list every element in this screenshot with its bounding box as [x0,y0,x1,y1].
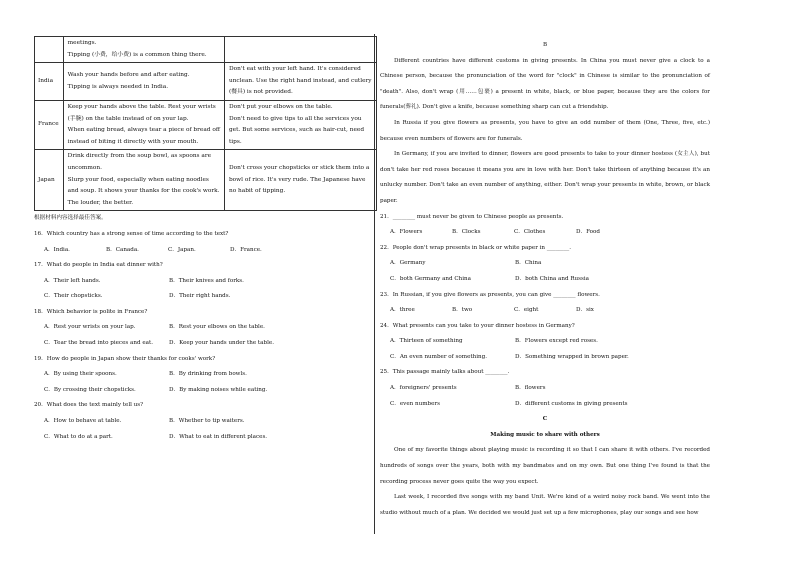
option: C．Clothes [514,229,546,236]
etiquette-table [34,36,377,211]
passage-paragraph: In Russia if you give flowers as presents, you have to give an odd number of them (One, Three, five, etc.) because even numbers of flowers are for funerals. [380,119,710,142]
option: B．By drinking from bowls. [169,371,247,378]
donts-line: Don't eat with your left hand. It's considered [228,66,361,73]
option-row [380,225,710,241]
table-row [35,37,377,63]
right-column [380,38,710,521]
option: B．Flowers except red roses. [515,338,598,345]
option-row [34,430,370,446]
passage-c [380,443,710,521]
option: D．different customs in giving presents [515,400,628,407]
option: A．Thirteen of something [390,338,463,345]
country-cell: Japan [35,150,64,211]
donts-line: Don't need to give tips to all the services you [228,115,362,122]
option: B．Rest your elbows on the table. [169,324,265,331]
country-cell: India [35,63,64,101]
option: D．Their right hands. [169,293,231,300]
question-stem: 20．What does the text mainly tell us? [34,402,144,409]
passage-b [380,54,710,210]
option: D．What to eat in different places. [169,433,268,440]
option: A．How to behave at table. [44,418,122,425]
donts-cell [224,150,376,211]
question [380,365,710,412]
option: B．Clocks [452,229,481,236]
option: D．Food [576,229,600,236]
option-row [34,367,370,383]
dos-line: uncommon. [67,164,102,171]
option: D．both China and Russia [515,275,590,282]
country-cell: France [35,100,64,149]
option: A．Their left hands. [44,277,101,284]
option: D．Keep your hands under the table. [169,340,274,347]
option: C．Their chopsticks. [44,293,103,300]
option-row [380,256,710,272]
option: D．Something wrapped in brown paper. [515,353,629,360]
option: B．Canada. [106,246,139,253]
dos-cell [63,63,224,101]
column-divider [374,34,375,534]
option: C．An even number of something. [390,353,487,360]
section-b-label: B [542,42,548,48]
option: C．even numbers [390,400,440,407]
table-row [35,63,377,101]
option-row [380,272,710,288]
donts-line: Don't put your elbows on the table. [228,103,333,110]
dos-line: Keep your hands above the table. Rest your wrists [67,103,216,110]
option: D．France. [230,246,262,253]
question [34,398,370,445]
passage-paragraph: In Germany, if you are invited to dinner, flowers are good presents to take to your dinner hostess (女主人), but don't take her red roses because it means you are in love with her. Don't take thirteen of anything because it's an unlucky number. Don't take an even number of anything, either. Don't wrap your presents in white, brown, or black paper. [380,151,710,204]
dos-line: Drink directly from the soup bowl, as spoons are [67,153,212,160]
option-row [34,383,370,399]
option-row [34,414,370,430]
question [34,352,370,399]
question-stem: 24．What presents can you take to your dinner hostess in Germany? [380,322,575,329]
option: A．Rest your wrists on your lap. [44,324,136,331]
option: A．three [390,307,415,314]
option: C．Tear the bread into pieces and eat. [44,340,153,347]
donts-line: bowl of rice. It's very rude. The Japanese have [228,176,366,183]
question [380,210,710,241]
option: B．Their knives and forks. [169,277,244,284]
option-row [380,334,710,350]
option: B．two [452,307,473,314]
dos-line: When eating bread, always tear a piece of bread off [67,127,220,134]
question-stem: 17．What do people in India eat dinner with? [34,262,163,269]
question-stem: 18．Which behavior is polite in France? [34,308,148,315]
dos-cell [63,150,224,211]
option-row [34,336,370,352]
option: D．six [576,307,594,314]
option: C．eight [514,307,539,314]
left-column [34,36,370,445]
country-cell [35,37,64,63]
passage-paragraph: Different countries have different customs in giving presents. In China you must never give a clock to a Chinese person, because the pronunciation of the word for "clock" in Chinese is similar to the pronunciation of "death". Also, don't wrap (用……包裹) a present in white, black, or blue paper, because they are the colors for funerals(葬礼). Don't give a knife, because something sharp can cut a friendship. [380,57,710,111]
dos-cell [63,100,224,149]
option: C．What to do at a part. [44,433,113,440]
option: C．both Germany and China [390,275,471,282]
section-c-label: C [542,416,548,423]
question [380,319,710,366]
option-row [34,243,370,259]
instruction: 根据材料内容选择最佳答案。 [34,215,107,222]
option: A．India. [44,246,70,253]
option-row [380,397,710,413]
option: B．flowers [515,385,546,392]
question [34,305,370,352]
question [380,241,710,288]
dos-line: Slurp your food, especially when eating noodles [67,176,209,183]
dos-line: (手腕) on the table instead of on your lap. [67,115,189,122]
option: A．Germany [390,260,426,267]
passage-c-title: Making music to share with others [490,431,600,438]
donts-line: no habit of tipping. [228,188,286,195]
table-row [35,150,377,211]
question [380,288,710,319]
donts-line: tips. [228,138,242,145]
question-stem: 21．________ must never be given to Chinese people as presents. [380,213,564,220]
dos-line: meetings. [67,40,97,46]
dos-line: Tipping is always needed in India. [67,83,169,90]
option-row [380,303,710,319]
donts-line: Don't cross your chopsticks or stick them into a [228,164,370,171]
donts-line: (餐具) is not provided. [228,89,293,96]
donts-cell [224,63,376,101]
option: A．By using their spoons. [44,371,117,378]
option: A．foreigners' presents [390,385,457,392]
question [34,227,370,258]
right-questions [380,210,710,413]
dos-line: instead of biting it directly with your mouth. [67,138,199,145]
donts-cell [224,37,376,63]
question-stem: 22．People don't wrap presents in black or white paper in ________. [380,244,571,251]
table-row [35,100,377,149]
option-row [380,381,710,397]
donts-line: get. But some services, such as hair-cut, need [228,127,365,134]
option-row [34,274,370,290]
dos-cell [63,37,224,63]
option-row [380,350,710,366]
dos-line: Tipping (小费，给小费) is a common thing there. [67,51,207,58]
option: B．China [515,260,542,267]
option: A．Flowers [390,229,423,236]
option: C．Japan. [168,246,196,253]
donts-cell [224,100,376,149]
question-stem: 19．How do people in Japan show their thanks for cooks' work? [34,355,216,362]
question-stem: 25．This passage mainly talks about ________. [380,369,510,376]
dos-line: Wash your hands before and after eating. [67,71,190,78]
left-questions [34,227,370,445]
dos-line: The louder, the better. [67,199,134,206]
option-row [34,289,370,305]
question-stem: 16．Which country has a strong sense of time according to the text? [34,230,229,237]
option-row [34,320,370,336]
question-stem: 23．In Russian, if you give flowers as presents, you can give ________ flowers. [380,291,600,298]
option: C．By crossing their chopsticks. [44,386,136,393]
passage-paragraph: One of my favorite things about playing music is recording it so that I can share it with others. I've recorded hundreds of songs over the years, both with my bandmates and on my own. But one thing I've found is that the recording process never goes quite the way you expect. [380,447,710,485]
donts-line: unclean. Use the right hand instead, and cutlery [228,77,372,84]
option: D．By making noises while eating. [169,386,268,393]
dos-line: and soup. It shows your thanks for the cook's work. [67,188,220,195]
option: B．Whether to tip waiters. [169,418,245,425]
question [34,258,370,305]
passage-paragraph: Last week, I recorded five songs with my band Unit. We're kind of a weird noisy rock band. We went into the studio without much of a plan. We decided we would just set up a few microphones, play our songs and see how [380,494,710,516]
etiquette-table-body [35,37,377,211]
